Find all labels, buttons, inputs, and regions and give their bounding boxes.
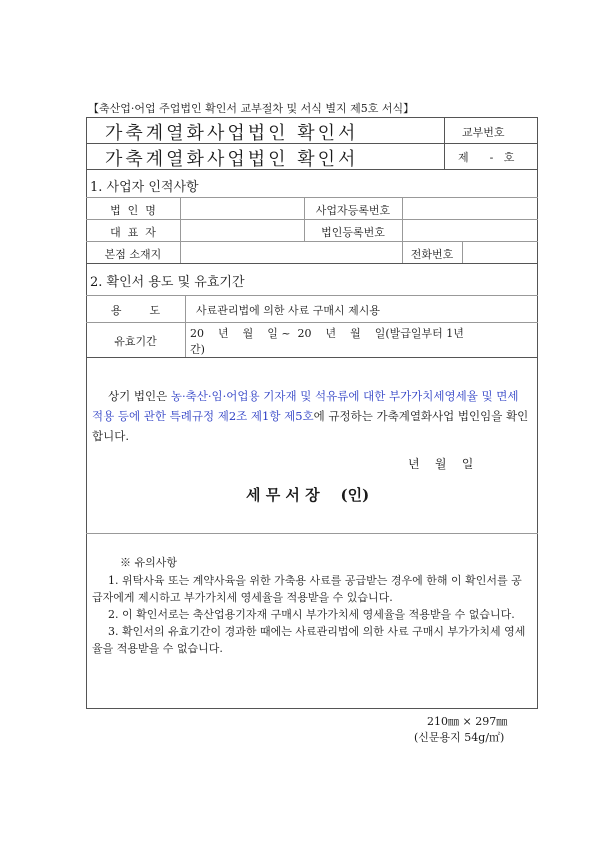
issue-date-line: 년 월 일 bbox=[408, 457, 474, 471]
frame-top bbox=[86, 117, 538, 118]
phone-label: 전화번호 bbox=[410, 248, 454, 261]
notes-list bbox=[92, 572, 532, 657]
corp-reg-no-label: 법인등록번호 bbox=[321, 226, 385, 239]
s2-bottom-line bbox=[86, 357, 538, 358]
statement-part1: 상기 법인은 bbox=[108, 389, 171, 403]
purpose-value: 사료관리법에 의한 사료 구매시 제시용 bbox=[196, 304, 381, 317]
s1-bottom-line bbox=[86, 263, 538, 264]
validity-label: 유효기간 bbox=[114, 335, 157, 348]
section-2-heading: 2. 확인서 용도 및 유효기간 bbox=[90, 275, 245, 290]
section-1-heading: 1. 사업자 인적사항 bbox=[90, 180, 199, 195]
s2-mid-line bbox=[86, 322, 538, 323]
paper-size-note: 210㎜ × 297㎜ bbox=[427, 715, 508, 728]
note-item: 2. 이 확인서로는 축산업용기자재 구매시 부가가치세 영세율을 적용받을 수 없습니다. bbox=[108, 608, 515, 621]
s2-col bbox=[185, 295, 186, 357]
statement-paragraph bbox=[92, 386, 532, 446]
issue-number-value: 제 - 호 bbox=[458, 151, 515, 164]
issue-number-label: 교부번호 bbox=[462, 126, 505, 139]
frame-right bbox=[537, 117, 538, 708]
notes-divider bbox=[86, 533, 538, 534]
s1-col-d bbox=[462, 241, 463, 263]
corp-name-label: 법 인 명 bbox=[110, 204, 156, 217]
note-item: 3. 확인서의 유효기간이 경과한 때에는 사료관리법에 의한 사료 구매시 부가가치세 영세율을 적용받을 수 없습니다. bbox=[92, 625, 526, 655]
validity-value-line1: 20 년 월 일 ~ 20 년 월 일(발급일부터 1년 bbox=[190, 327, 464, 340]
tax-office-signature: 세 무 서 장 (인) bbox=[246, 486, 370, 504]
s1-row2-line bbox=[86, 241, 538, 242]
s2-top-line bbox=[86, 295, 538, 296]
purpose-label: 용 도 bbox=[110, 304, 161, 317]
statement-part3: 에 규정하는 가축계열화사업 법인임을 확인합니다. bbox=[92, 409, 529, 443]
s1-row1-line bbox=[86, 219, 538, 220]
hq-address-label: 본점 소재지 bbox=[104, 248, 162, 261]
biz-reg-no-label: 사업자등록번호 bbox=[315, 204, 391, 217]
s1-col-a bbox=[180, 197, 181, 263]
notes-heading: ※ 유의사항 bbox=[120, 556, 178, 569]
representative-label: 대 표 자 bbox=[110, 226, 156, 239]
s1-top-line bbox=[86, 197, 538, 198]
certificate-title: 가축계열화사업법인 확인서 bbox=[105, 123, 359, 144]
statement-law-reference: 농·축산·임·어업용 기자재 및 석유류에 대한 부가가치세영세율 및 면세 적용 등에 관한 특례규정 제2조 제1항 제5호 bbox=[92, 389, 519, 423]
certificate-title-repeat: 가축계열화사업법인 확인서 bbox=[105, 149, 359, 170]
form-reference: 【축산업·어업 주업법인 확인서 교부절차 및 서식 별지 제5호 서식】 bbox=[88, 102, 415, 115]
note-item: 1. 위탁사육 또는 계약사육을 위한 가축용 사료를 공급받는 경우에 한해 이 확인서를 공급자에게 제시하고 부가가치세 영세율을 적용받을 수 있습니다. bbox=[92, 574, 522, 604]
frame-bottom bbox=[86, 708, 538, 709]
validity-value-line2: 간) bbox=[190, 343, 205, 356]
paper-type-note: (신문용지 54g/㎡) bbox=[414, 731, 505, 744]
